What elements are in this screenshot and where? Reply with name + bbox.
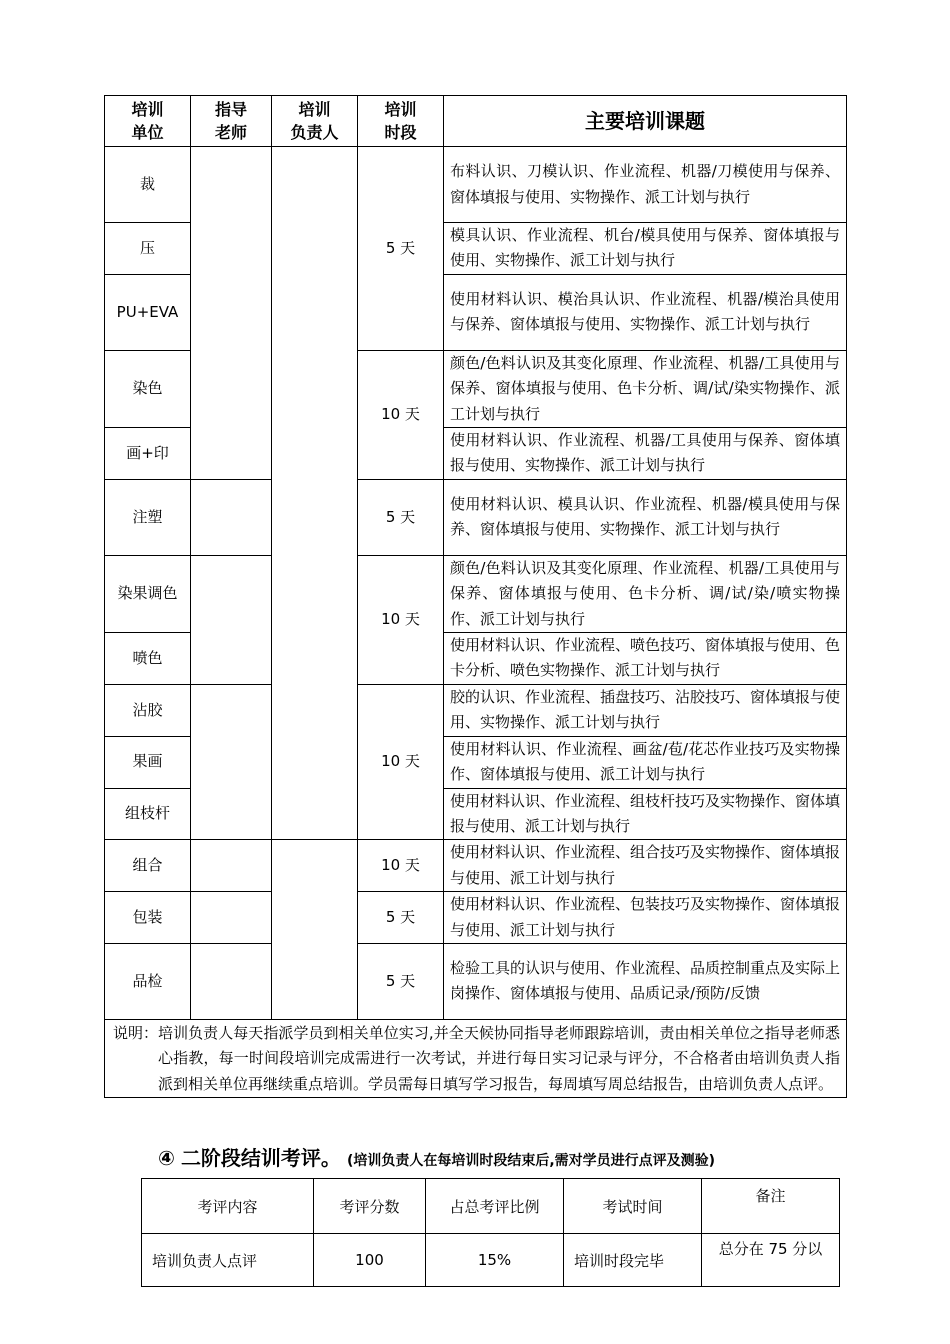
unit-cell: 包装 [105,892,191,944]
topic-cell: 使用材料认识、模治具认识、作业流程、机器/模治具使用与保养、窗体填报与使用、实物操作、派工计划与执行 [444,274,847,350]
unit-cell: 注塑 [105,479,191,555]
unit-cell: 组合 [105,840,191,892]
topic-cell: 使用材料认识、作业流程、画盆/苞/花芯作业技巧及实物操作、窗体填报与使用、派工计划与执行 [444,736,847,788]
eval-remark-cell: 总分在 75 分以 [702,1234,840,1287]
note-label: 说明： [113,1023,159,1042]
section-number: ④ [158,1146,175,1170]
table-header-row [105,96,847,147]
header-teacher-line1: 指导 [214,100,247,119]
unit-cell: 染色 [105,350,191,427]
topic-cell: 使用材料认识、作业流程、组合技巧及实物操作、窗体填报与使用、派工计划与执行 [444,840,847,892]
section-subtitle: (培训负责人在每培训时段结束后,需对学员进行点评及测验) [346,1153,716,1169]
table-row [105,684,847,736]
duration-cell: 10 天 [358,555,444,684]
topic-cell: 颜色/色料认识及其变化原理、作业流程、机器/工具使用与保养、窗体填报与使用、色卡分析、调/试/染/喷实物操作、派工计划与执行 [444,555,847,632]
teacher-cell [191,147,272,480]
duration-cell: 5 天 [358,147,444,351]
duration-cell: 10 天 [358,350,444,479]
header-period-line1: 培训 [384,100,417,119]
evaluation-table [141,1178,840,1287]
eval-header-score: 考评分数 [314,1179,426,1234]
header-leader-line1: 培训 [298,100,331,119]
header-period [358,96,444,147]
note-text: 培训负责人每天指派学员到相关单位实习,并全天候协同指导老师跟踪培训，责由相关单位之指导老师悉心指教，每一时间段培训完成需进行一次考试，并进行每日实习记录与评分，不合格者由培训负责人指派到相关单位再继续重点培训。学员需每日填写学习报告，每周填写周总结报告，由培训负责人点评。 [158,1023,840,1093]
topic-cell: 检验工具的认识与使用、作业流程、品质控制重点及实际上岗操作、窗体填报与使用、品质记录/预防/反馈 [444,943,847,1019]
unit-cell: 裁 [105,147,191,223]
header-leader [272,96,358,147]
header-period-line2: 时段 [384,123,417,142]
eval-header-remark: 备注 [702,1179,840,1234]
table-row [105,892,847,944]
teacher-cell [191,479,272,555]
duration-cell: 5 天 [358,892,444,944]
duration-cell: 10 天 [358,684,444,839]
topic-cell: 模具认识、作业流程、机台/模具使用与保养、窗体填报与使用、实物操作、派工计划与执行 [444,223,847,275]
topic-cell: 使用材料认识、作业流程、喷色技巧、窗体填报与使用、色卡分析、喷色实物操作、派工计划与执行 [444,633,847,685]
unit-cell: 画+印 [105,428,191,480]
unit-cell: 压 [105,223,191,275]
teacher-cell [191,840,272,892]
topic-cell: 颜色/色料认识及其变化原理、作业流程、机器/工具使用与保养、窗体填报与使用、色卡分析、调/试/染实物操作、派工计划与执行 [444,350,847,427]
unit-cell: 果画 [105,736,191,788]
table-row [105,555,847,632]
topic-cell: 使用材料认识、作业流程、机器/工具使用与保养、窗体填报与使用、实物操作、派工计划与执行 [444,428,847,480]
topic-cell: 使用材料认识、作业流程、组枝杆技巧及实物操作、窗体填报与使用、派工计划与执行 [444,788,847,840]
header-leader-line2: 负责人 [290,123,339,142]
table-row [105,943,847,1019]
table-row [105,147,847,223]
teacher-cell [191,943,272,1019]
teacher-cell [191,892,272,944]
unit-cell: 喷色 [105,633,191,685]
topic-cell: 使用材料认识、模具认识、作业流程、机器/模具使用与保养、窗体填报与使用、实物操作、派工计划与执行 [444,479,847,555]
eval-row [142,1234,840,1287]
training-schedule-table [104,95,847,1098]
duration-cell: 5 天 [358,479,444,555]
unit-cell: 组枝杆 [105,788,191,840]
header-teacher-line2: 老师 [214,123,247,142]
eval-header-time: 考试时间 [564,1179,702,1234]
topic-cell: 胶的认识、作业流程、插盘技巧、沾胶技巧、窗体填报与使用、实物操作、派工计划与执行 [444,684,847,736]
eval-score-cell: 100 [314,1234,426,1287]
header-teacher [191,96,272,147]
eval-content-cell: 培训负责人点评 [142,1234,314,1287]
leader-cell [272,147,358,840]
eval-header-content: 考评内容 [142,1179,314,1234]
header-unit [105,96,191,147]
leader-cell [272,840,358,1020]
duration-cell: 10 天 [358,840,444,892]
eval-header-row [142,1179,840,1234]
eval-ratio-cell: 15% [426,1234,564,1287]
unit-cell: PU+EVA [105,274,191,350]
note-row [105,1019,847,1097]
note-cell [105,1019,847,1097]
unit-cell: 品检 [105,943,191,1019]
table-row [105,479,847,555]
section-title: 二阶段结训考评。 [180,1146,341,1170]
table-row [105,840,847,892]
header-unit-line1: 培训 [131,100,164,119]
topic-cell: 布料认识、刀模认识、作业流程、机器/刀模使用与保养、窗体填报与使用、实物操作、派工计划与执行 [444,147,847,223]
unit-cell: 染果调色 [105,555,191,632]
header-topic: 主要培训课题 [444,96,847,147]
topic-cell: 使用材料认识、作业流程、包装技巧及实物操作、窗体填报与使用、派工计划与执行 [444,892,847,944]
teacher-cell [191,684,272,839]
duration-cell: 5 天 [358,943,444,1019]
teacher-cell [191,555,272,684]
unit-cell: 沾胶 [105,684,191,736]
section-heading [158,1142,715,1171]
eval-time-cell: 培训时段完毕 [564,1234,702,1287]
header-unit-line2: 单位 [131,123,164,142]
eval-header-ratio: 占总考评比例 [426,1179,564,1234]
